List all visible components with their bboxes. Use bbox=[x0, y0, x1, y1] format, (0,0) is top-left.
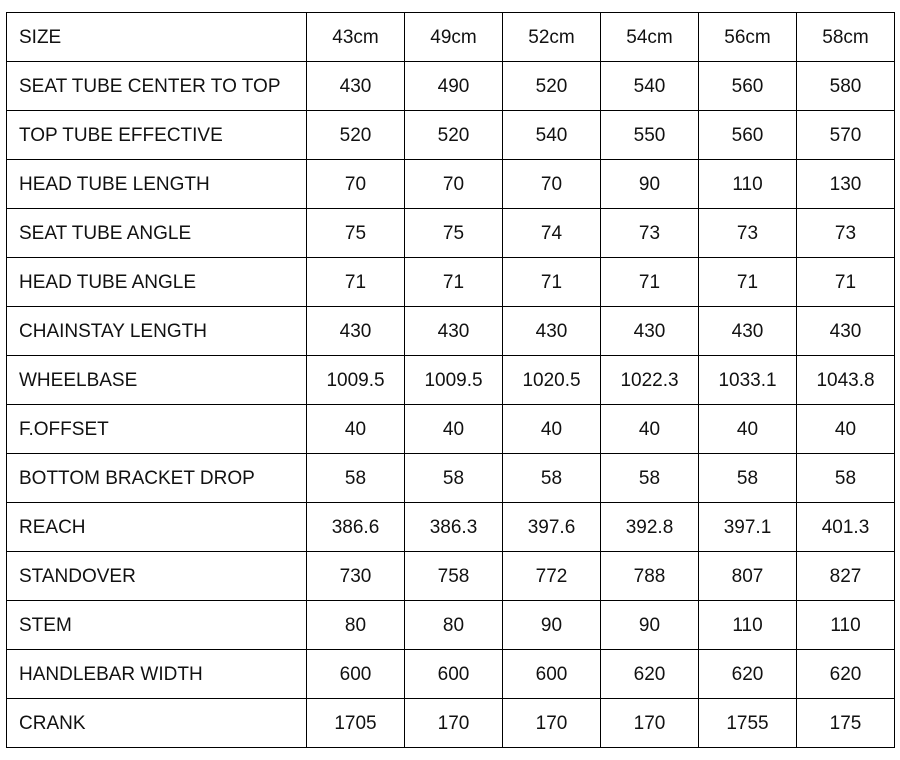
value-cell: 71 bbox=[405, 258, 503, 307]
row-label: TOP TUBE EFFECTIVE bbox=[7, 111, 307, 160]
value-cell: 73 bbox=[601, 209, 699, 258]
value-cell: 560 bbox=[699, 111, 797, 160]
size-header-cell: 54cm bbox=[601, 13, 699, 62]
size-header-label: SIZE bbox=[7, 13, 307, 62]
size-header-cell: 58cm bbox=[797, 13, 895, 62]
value-cell: 540 bbox=[601, 62, 699, 111]
value-cell: 758 bbox=[405, 552, 503, 601]
value-cell: 520 bbox=[405, 111, 503, 160]
value-cell: 570 bbox=[797, 111, 895, 160]
value-cell: 1755 bbox=[699, 699, 797, 748]
value-cell: 58 bbox=[797, 454, 895, 503]
table-row bbox=[7, 650, 895, 699]
header-row bbox=[7, 13, 895, 62]
value-cell: 1022.3 bbox=[601, 356, 699, 405]
value-cell: 90 bbox=[601, 601, 699, 650]
value-cell: 392.8 bbox=[601, 503, 699, 552]
value-cell: 40 bbox=[405, 405, 503, 454]
value-cell: 1009.5 bbox=[405, 356, 503, 405]
value-cell: 58 bbox=[405, 454, 503, 503]
value-cell: 110 bbox=[699, 160, 797, 209]
value-cell: 430 bbox=[503, 307, 601, 356]
value-cell: 73 bbox=[699, 209, 797, 258]
value-cell: 560 bbox=[699, 62, 797, 111]
value-cell: 40 bbox=[503, 405, 601, 454]
table-row bbox=[7, 454, 895, 503]
size-header-cell: 52cm bbox=[503, 13, 601, 62]
geometry-table bbox=[6, 12, 895, 748]
value-cell: 430 bbox=[699, 307, 797, 356]
value-cell: 430 bbox=[797, 307, 895, 356]
value-cell: 490 bbox=[405, 62, 503, 111]
table-row bbox=[7, 503, 895, 552]
value-cell: 170 bbox=[405, 699, 503, 748]
value-cell: 40 bbox=[601, 405, 699, 454]
value-cell: 430 bbox=[601, 307, 699, 356]
value-cell: 70 bbox=[307, 160, 405, 209]
value-cell: 1033.1 bbox=[699, 356, 797, 405]
value-cell: 730 bbox=[307, 552, 405, 601]
table-row bbox=[7, 356, 895, 405]
table-row bbox=[7, 209, 895, 258]
value-cell: 74 bbox=[503, 209, 601, 258]
value-cell: 170 bbox=[601, 699, 699, 748]
value-cell: 540 bbox=[503, 111, 601, 160]
value-cell: 130 bbox=[797, 160, 895, 209]
row-label: F.OFFSET bbox=[7, 405, 307, 454]
table-row bbox=[7, 160, 895, 209]
value-cell: 580 bbox=[797, 62, 895, 111]
row-label: STEM bbox=[7, 601, 307, 650]
value-cell: 827 bbox=[797, 552, 895, 601]
value-cell: 520 bbox=[307, 111, 405, 160]
row-label: SEAT TUBE ANGLE bbox=[7, 209, 307, 258]
value-cell: 520 bbox=[503, 62, 601, 111]
row-label: HANDLEBAR WIDTH bbox=[7, 650, 307, 699]
row-label: CRANK bbox=[7, 699, 307, 748]
value-cell: 75 bbox=[307, 209, 405, 258]
value-cell: 386.3 bbox=[405, 503, 503, 552]
value-cell: 788 bbox=[601, 552, 699, 601]
value-cell: 58 bbox=[503, 454, 601, 503]
row-label: REACH bbox=[7, 503, 307, 552]
value-cell: 175 bbox=[797, 699, 895, 748]
value-cell: 430 bbox=[405, 307, 503, 356]
value-cell: 110 bbox=[699, 601, 797, 650]
value-cell: 1020.5 bbox=[503, 356, 601, 405]
value-cell: 550 bbox=[601, 111, 699, 160]
value-cell: 807 bbox=[699, 552, 797, 601]
value-cell: 75 bbox=[405, 209, 503, 258]
value-cell: 1043.8 bbox=[797, 356, 895, 405]
value-cell: 430 bbox=[307, 307, 405, 356]
row-label: CHAINSTAY LENGTH bbox=[7, 307, 307, 356]
value-cell: 90 bbox=[503, 601, 601, 650]
value-cell: 40 bbox=[699, 405, 797, 454]
value-cell: 397.6 bbox=[503, 503, 601, 552]
value-cell: 70 bbox=[503, 160, 601, 209]
value-cell: 386.6 bbox=[307, 503, 405, 552]
row-label: HEAD TUBE ANGLE bbox=[7, 258, 307, 307]
value-cell: 397.1 bbox=[699, 503, 797, 552]
value-cell: 600 bbox=[405, 650, 503, 699]
value-cell: 1009.5 bbox=[307, 356, 405, 405]
table-row bbox=[7, 258, 895, 307]
size-header-cell: 49cm bbox=[405, 13, 503, 62]
value-cell: 80 bbox=[307, 601, 405, 650]
value-cell: 1705 bbox=[307, 699, 405, 748]
value-cell: 71 bbox=[797, 258, 895, 307]
table-row bbox=[7, 405, 895, 454]
value-cell: 772 bbox=[503, 552, 601, 601]
size-header-cell: 43cm bbox=[307, 13, 405, 62]
row-label: WHEELBASE bbox=[7, 356, 307, 405]
row-label: SEAT TUBE CENTER TO TOP bbox=[7, 62, 307, 111]
value-cell: 401.3 bbox=[797, 503, 895, 552]
value-cell: 71 bbox=[503, 258, 601, 307]
value-cell: 71 bbox=[307, 258, 405, 307]
table-row bbox=[7, 62, 895, 111]
value-cell: 71 bbox=[601, 258, 699, 307]
value-cell: 430 bbox=[307, 62, 405, 111]
row-label: HEAD TUBE LENGTH bbox=[7, 160, 307, 209]
table-row bbox=[7, 699, 895, 748]
value-cell: 40 bbox=[307, 405, 405, 454]
value-cell: 58 bbox=[601, 454, 699, 503]
table-row bbox=[7, 601, 895, 650]
value-cell: 170 bbox=[503, 699, 601, 748]
value-cell: 40 bbox=[797, 405, 895, 454]
value-cell: 73 bbox=[797, 209, 895, 258]
size-header-cell: 56cm bbox=[699, 13, 797, 62]
table-row bbox=[7, 111, 895, 160]
value-cell: 70 bbox=[405, 160, 503, 209]
value-cell: 90 bbox=[601, 160, 699, 209]
value-cell: 110 bbox=[797, 601, 895, 650]
value-cell: 620 bbox=[699, 650, 797, 699]
value-cell: 620 bbox=[601, 650, 699, 699]
value-cell: 600 bbox=[503, 650, 601, 699]
table-row bbox=[7, 307, 895, 356]
row-label: STANDOVER bbox=[7, 552, 307, 601]
value-cell: 58 bbox=[307, 454, 405, 503]
value-cell: 80 bbox=[405, 601, 503, 650]
value-cell: 71 bbox=[699, 258, 797, 307]
table-row bbox=[7, 552, 895, 601]
value-cell: 58 bbox=[699, 454, 797, 503]
table-body bbox=[7, 13, 895, 748]
row-label: BOTTOM BRACKET DROP bbox=[7, 454, 307, 503]
value-cell: 600 bbox=[307, 650, 405, 699]
value-cell: 620 bbox=[797, 650, 895, 699]
